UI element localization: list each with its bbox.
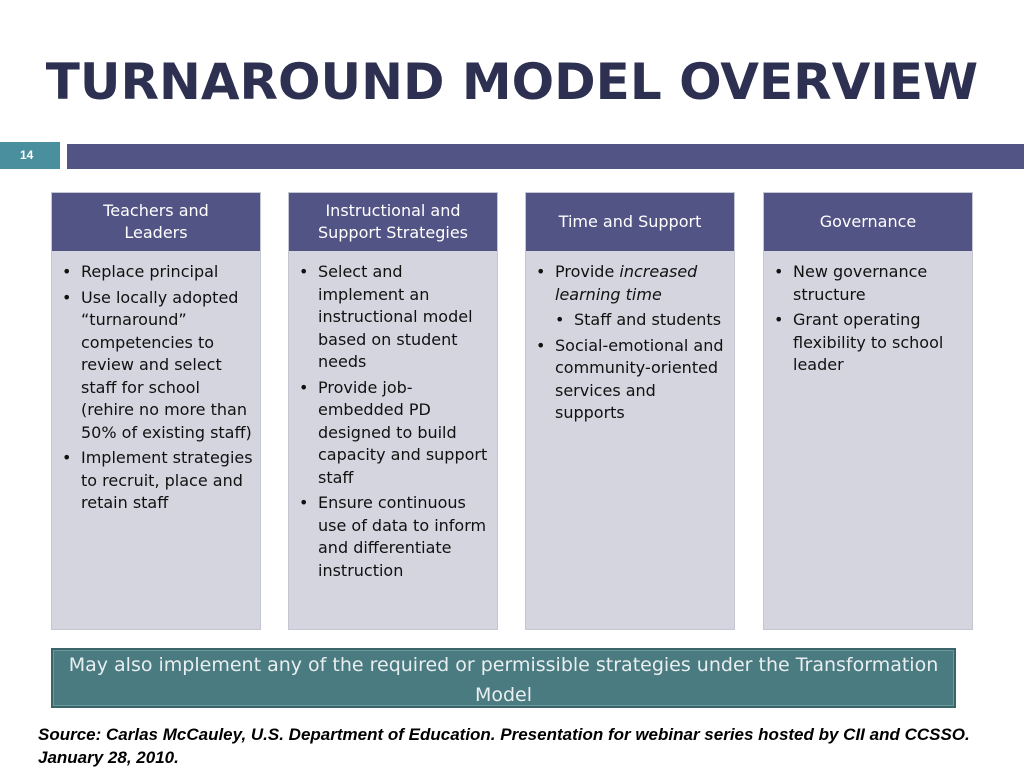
bullet-item: • New governance structure xyxy=(772,261,966,306)
column-body xyxy=(526,251,734,425)
bullet-list xyxy=(534,261,728,425)
bullet-item: • Implement strategies to recruit, place and retain staff xyxy=(60,447,254,515)
bullet-item: • Select and implement an instructional model based on student needs xyxy=(297,261,491,374)
column-time-and-support xyxy=(525,192,735,630)
bullet-item: • Use locally adopted “turnaround” competencies to review and select staff for school (rehire no more than 50% of existing staff) xyxy=(60,287,254,445)
bullet-item: • Ensure continuous use of data to inform and differentiate instruction xyxy=(297,492,491,582)
column-instructional-and-support-strategies xyxy=(288,192,498,630)
column-header: Governance xyxy=(764,193,972,251)
bullet-list xyxy=(60,261,254,515)
column-body xyxy=(764,251,972,377)
bullet-item: • Grant operating flexibility to school leader xyxy=(772,309,966,377)
title-divider-bar xyxy=(67,144,1024,169)
column-governance xyxy=(763,192,973,630)
column-header: Time and Support xyxy=(526,193,734,251)
bullet-item: • Provide job-embedded PD designed to build capacity and support staff xyxy=(297,377,491,490)
transformation-model-banner: May also implement any of the required or permissible strategies under the Transformation Model xyxy=(51,648,956,708)
column-body xyxy=(289,251,497,582)
source-citation: Source: Carlas McCauley, U.S. Department of Education. Presentation for webinar series hosted by CII and CCSSO. January 28, 2010. xyxy=(38,725,970,767)
column-teachers-and-leaders xyxy=(51,192,261,630)
column-header: Teachers and Leaders xyxy=(52,193,260,251)
column-body xyxy=(52,251,260,515)
slide-title: TURNAROUND MODEL OVERVIEW xyxy=(45,53,979,111)
sub-bullet-item: • Staff and students xyxy=(553,309,728,332)
column-header: Instructional and Support Strategies xyxy=(289,193,497,251)
emphasis-text: increased learning time xyxy=(555,262,698,304)
bullet-list xyxy=(772,261,966,377)
bullet-list xyxy=(297,261,491,582)
slide-number: 14 xyxy=(0,142,60,169)
bullet-item xyxy=(534,261,728,306)
bullet-item: • Social-emotional and community-oriented services and supports xyxy=(534,335,728,425)
bullet-text: Provide xyxy=(555,262,620,281)
bullet-item: • Replace principal xyxy=(60,261,254,284)
